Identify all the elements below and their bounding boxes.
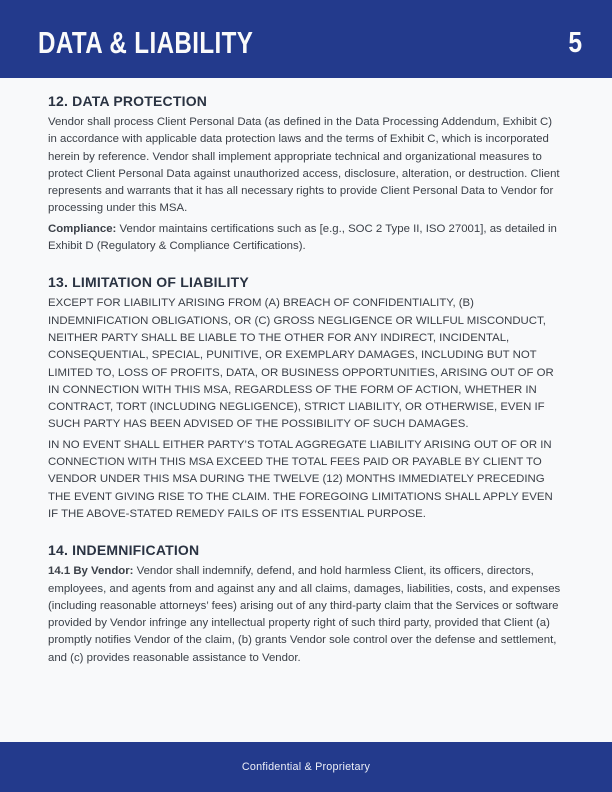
section-heading: 12. DATA PROTECTION: [48, 93, 208, 109]
section-heading: 13. LIMITATION OF LIABILITY: [48, 274, 249, 291]
page-footer: [0, 742, 612, 792]
section-indemnification: [48, 542, 564, 667]
page-header: [0, 0, 612, 78]
section-limitation-of-liability: [48, 274, 564, 523]
page-number: 5: [568, 26, 582, 59]
paragraph: [48, 114, 564, 218]
paragraph-label: 14.1 By Vendor:: [48, 565, 134, 578]
paragraph: [48, 295, 564, 433]
page-title: DATA & LIABILITY: [38, 25, 254, 60]
paragraph-text: EXCEPT FOR LIABILITY ARISING FROM (A) BREACH OF CONFIDENTIALITY, (B) INDEMNIFICATION OBLIGATIONS, OR (C) GROSS NEGLIGENCE OR WILLFUL MISCONDUCT, NEITHER PARTY SHALL BE LIABLE TO THE OTHER FOR ANY INDIRECT, INCIDENTAL, CONSEQUENTIAL, SPECIAL, PUNITIVE, OR EXEMPLARY DAMAGES, INCLUDING BUT NOT LIMITED TO, LOSS OF PROFITS, DATA, OR BUSINESS OPPORTUNITIES, ARISING OUT OF OR IN CONNECTION WITH THIS MSA, REGARDLESS OF THE FORM OF ACTION, WHETHER IN CONTRACT, TORT (INCLUDING NEGLIGENCE), STRICT LIABILITY, OR OTHERWISE, EVEN IF SUCH PARTY HAS BEEN ADVISED OF THE POSSIBILITY OF SUCH DAMAGES.: [48, 297, 554, 431]
paragraph: [48, 221, 564, 256]
paragraph-text: Vendor shall indemnify, defend, and hold harmless Client, its officers, directors, employees, and agents from and against any and all claims, damages, liabilities, costs, and expenses (including reasonable attorneys’ fees) arising out of any third-party claim that the Services or software provided by Vendor infringe any intellectual property right of such third party, provided that Client (a) promptly notifies Vendor of the claim, (b) grants Vendor sole control over the defense and settlement, and (c) provides reasonable assistance to Vendor.: [48, 565, 561, 664]
paragraph: [48, 437, 564, 523]
paragraph-text: Vendor shall process Client Personal Data (as defined in the Data Processing Addendum, Exhibit C) in accordance with applicable data protection laws and the terms of Exhibit C, which is incorporated herein by reference. Vendor shall implement appropriate technical and organizational measures to protect Client Personal Data against unauthorized access, disclosure, alteration, or destruction. Client represents and warrants that it has all necessary rights to provide Client Personal Data to Vendor for processing under this MSA.: [48, 116, 560, 215]
paragraph-label: Compliance:: [48, 222, 117, 235]
paragraph-text: IN NO EVENT SHALL EITHER PARTY’S TOTAL AGGREGATE LIABILITY ARISING OUT OF OR IN CONNECTION WITH THIS MSA EXCEED THE TOTAL FEES PAID OR PAYABLE BY CLIENT TO VENDOR UNDER THIS MSA DURING THE TWELVE (12) MONTHS IMMEDIATELY PRECEDING THE EVENT GIVING RISE TO THE CLAIM. THE FOREGOING LIMITATIONS SHALL APPLY EVEN IF THE ABOVE-STATED REMEDY FAILS OF ITS ESSENTIAL PURPOSE.: [48, 438, 553, 520]
paragraph: [48, 563, 564, 667]
document-body: [0, 78, 612, 667]
section-data-protection: [48, 93, 564, 255]
paragraph-text: Vendor maintains certifications such as [e.g., SOC 2 Type II, ISO 27001], as detailed in Exhibit D (Regulatory & Compliance Certifications).: [48, 222, 557, 253]
section-heading: 14. INDEMNIFICATION: [48, 542, 200, 559]
footer-text: Confidential & Proprietary: [241, 761, 371, 773]
